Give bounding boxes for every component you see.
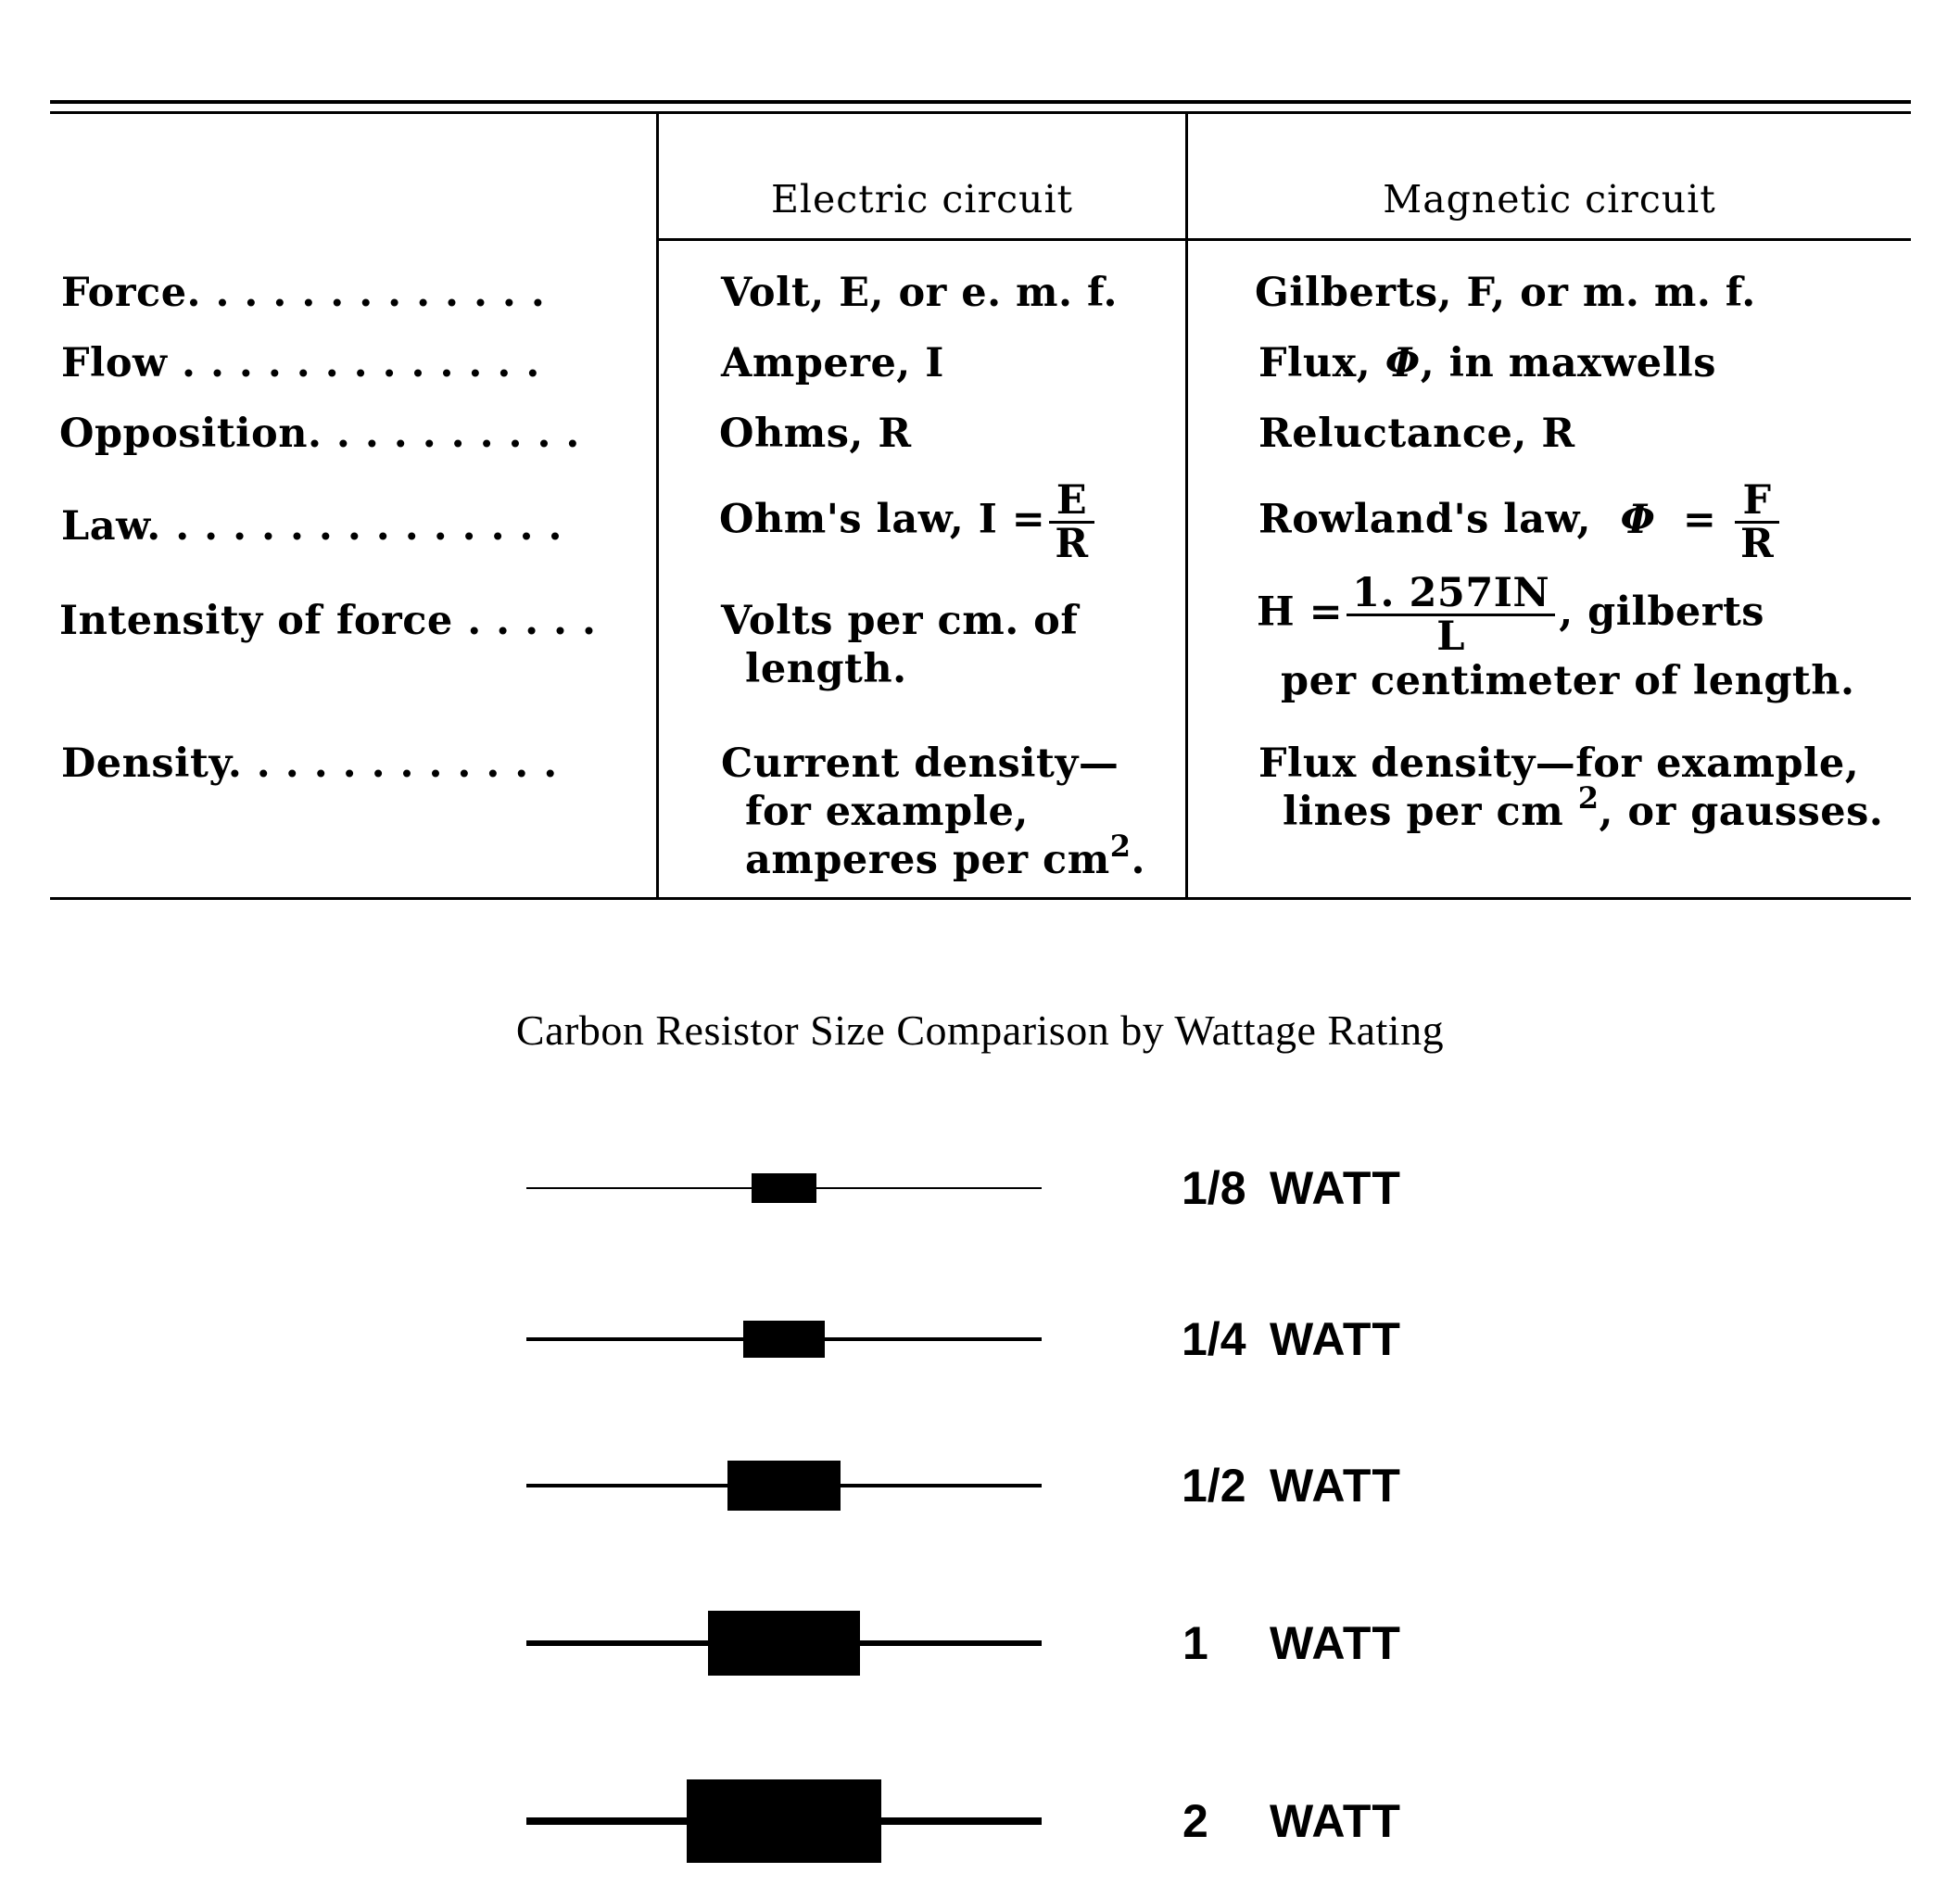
electric-intensity-line2: length. [745,646,907,692]
electric-flow: Ampere, I [721,340,944,386]
ohms-law-fraction [1049,477,1094,567]
resistor-body-2 [743,1321,825,1357]
phi-symbol: Φ [1385,340,1421,386]
magnetic-intensity-denominator: L [1436,614,1466,660]
wattage-rating-1: 1/8 [1182,1162,1246,1214]
rowland-law-fraction [1735,477,1779,567]
wattage-rating-5: 2 [1182,1795,1208,1847]
electric-density-line3 [721,829,1145,884]
electric-density-text: amperes per cm [745,837,1110,883]
electric-density-line1: Current density— [721,740,1119,787]
rowland-law-prefix: Rowland's law, [1258,496,1591,543]
row-label-flow: Flow . . . . . . . . . . . . . [61,340,540,386]
magnetic-density-line1: Flux density—for example, [1258,740,1860,787]
magnetic-density-text: lines per cm [1283,789,1564,835]
ohms-law-numerator: E [1049,480,1094,524]
magnetic-intensity-suffix: , gilberts [1559,589,1765,636]
wattage-rating-2: 1/4 [1182,1313,1246,1365]
wattage-rating-4: 1 [1182,1617,1208,1669]
magnetic-flow-prefix: Flux, [1258,340,1372,386]
resistor-body-4 [708,1611,861,1677]
electric-density-end: . [1131,837,1145,883]
resistor-body-1 [752,1173,816,1203]
wattage-unit-1: WATT [1270,1162,1401,1214]
electric-intensity [721,597,1078,693]
magnetic-intensity-prefix: H = [1257,589,1344,636]
table-top-rule-2 [50,111,1911,114]
electric-density-line2: for example, [745,789,1029,835]
magnetic-intensity-fraction [1347,570,1555,660]
header-electric-circuit: Electric circuit [770,177,1074,222]
wattage-unit-5: WATT [1270,1795,1401,1847]
rowland-law-numerator: F [1735,480,1779,524]
header-underline [658,238,1911,241]
row-label-intensity: Intensity of force . . . . . [59,598,597,644]
wattage-unit-4: WATT [1270,1617,1401,1669]
wattage-unit-2: WATT [1270,1313,1401,1365]
magnetic-force: Gilberts, F, or m. m. f. [1255,270,1756,316]
row-label-force: Force. . . . . . . . . . . . . [61,270,546,316]
table-bottom-rule [50,897,1911,900]
electric-intensity-line1: Volts per cm. of [721,598,1079,644]
magnetic-density-superscript: 2 [1577,780,1600,816]
magnetic-density [1258,740,1883,836]
magnetic-intensity-numerator: 1. 257IN [1347,573,1555,616]
row-label-density: Density. . . . . . . . . . . . [61,740,558,787]
magnetic-density-end: , or gausses. [1599,789,1884,835]
electric-density [721,740,1145,884]
magnetic-law [1258,477,1783,567]
magnetic-intensity [1257,570,1855,705]
magnetic-opposition: Reluctance, R [1258,411,1575,457]
resistor-body-3 [727,1461,841,1511]
resistor-body-5 [687,1779,881,1863]
diagram-title: Carbon Resistor Size Comparison by Wattage Rating [515,1006,1445,1054]
rowland-law-denominator: R [1739,521,1775,567]
magnetic-flow [1258,339,1716,387]
electric-law [719,477,1098,567]
table-top-rule-1 [50,100,1911,104]
electric-force: Volt, E, or e. m. f. [721,270,1118,316]
electric-opposition: Ohms, R [719,411,912,457]
row-label-opposition: Opposition. . . . . . . . . . [59,411,580,457]
magnetic-intensity-line2: per centimeter of length. [1281,658,1855,704]
wattage-rating-3: 1/2 [1182,1460,1246,1512]
ohms-law-prefix: Ohm's law, I = [719,496,1046,543]
column-divider-2 [1185,113,1188,899]
magnetic-density-line2 [1258,780,1884,836]
header-magnetic-circuit: Magnetic circuit [1383,177,1716,222]
row-label-law: Law. . . . . . . . . . . . . . . [61,503,563,550]
rowland-law-equals: = [1682,496,1717,543]
column-divider-1 [656,113,659,899]
phi-symbol-law: Φ [1620,496,1656,543]
wattage-unit-3: WATT [1270,1460,1401,1512]
ohms-law-denominator: R [1055,521,1089,567]
electric-density-superscript: 2 [1109,829,1132,864]
magnetic-flow-suffix: , in maxwells [1420,340,1716,386]
